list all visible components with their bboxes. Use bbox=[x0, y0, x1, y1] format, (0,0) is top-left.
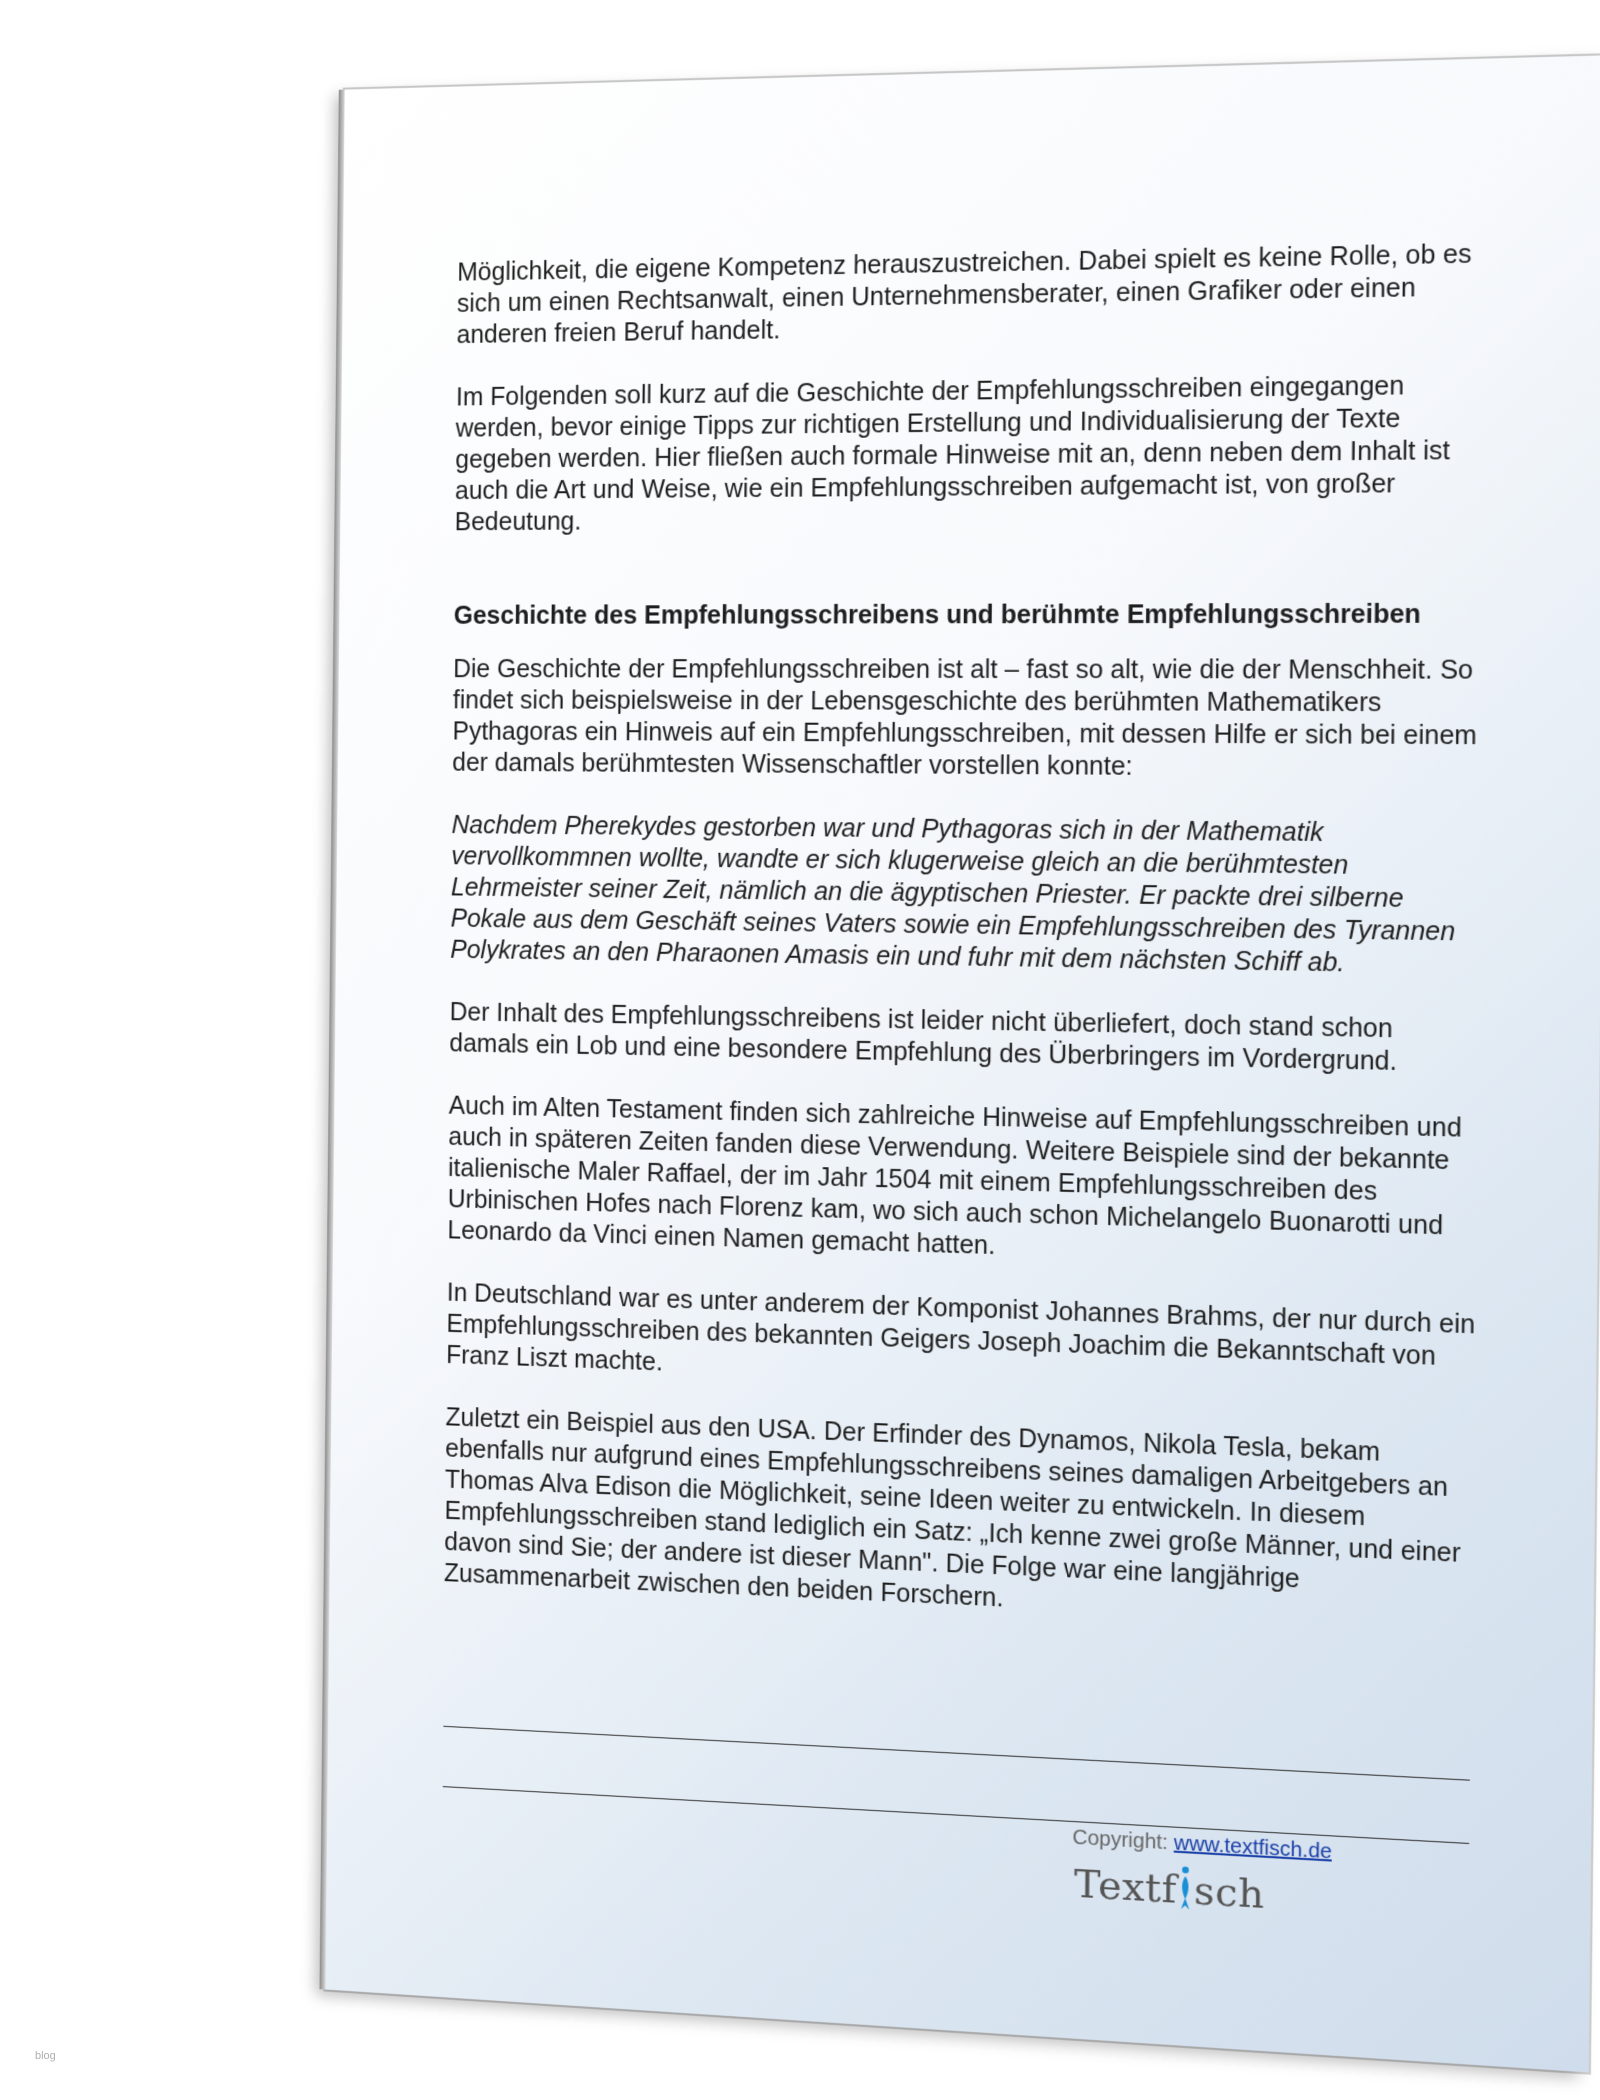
textfisch-logo bbox=[1074, 1857, 1265, 1917]
logo-text-start: Textf bbox=[1073, 1860, 1178, 1913]
content-paragraph-2: Auch im Alten Testament finden sich zahlreiche Hinweise auf Empfehlungsschreiben und auch in späteren Zeiten fanden diese Verwendung. Weitere Beispiele sind der bekannte italienische Maler Raffael, der im Jahr 1504 mit einem Empfehlungsschreiben des Urbinischen Hofes nach Florenz kam, wo sich auch schon Michelangelo Buonarotti und Leonardo da Vinci einen Namen gemacht hatten. bbox=[447, 1091, 1462, 1261]
footer-divider-top bbox=[443, 1726, 1469, 1781]
content-paragraph-3: In Deutschland war es unter anderem der Komponist Johannes Brahms, der nur durch ein Empfehlungsschreiben des bekannten Geigers Joseph Joachim die Bekanntschaft von Franz Liszt machte. bbox=[446, 1278, 1476, 1377]
document-body bbox=[443, 238, 1490, 1669]
intro-paragraph-1: Möglichkeit, die eigene Kompetenz herauszustreichen. Dabei spielt es keine Rolle, ob es sich um einen Rechtsanwalt, einen Unternehmensberater, einen Grafiker oder einen anderen freien Beruf handelt. bbox=[456, 239, 1472, 350]
watermark: blog bbox=[35, 2050, 56, 2062]
document-page bbox=[325, 55, 1600, 2072]
copyright-link[interactable]: www.textfisch.de bbox=[1173, 1831, 1333, 1864]
footer-divider-bottom bbox=[443, 1786, 1469, 1844]
fish-icon bbox=[1178, 1863, 1193, 1912]
logo-text-end: sch bbox=[1193, 1867, 1265, 1918]
intro-paragraph-2: Im Folgenden soll kurz auf die Geschichte der Empfehlungsschreiben eingegangen werden, bevor einige Tipps zur richtigen Erstellung und Individualisierung der Texte gegeben werden. Hier fließen auch formale Hinweise mit an, denn neben dem Inhalt ist auch die Art und Weise, wie ein Empfehlungsschreiben aufgemacht ist, von großer Bedeutung. bbox=[454, 371, 1451, 537]
pythagoras-quote: Nachdem Pherekydes gestorben war und Pythagoras sich in der Mathematik vervollkommnen wollte, wandte er sich klugerweise gleich an die berühmtesten Lehrmeister seiner Zeit, nämlich an die ägyptischen Priester. Er packte drei silberne Pokale aus dem Geschäft seines Vaters sowie ein Empfehlungsschreiben des Tyrannen Polykrates an den Pharaonen Amasis ein und fuhr mit dem nächsten Schiff ab. bbox=[450, 810, 1456, 978]
copyright-label: Copyright: bbox=[1072, 1826, 1174, 1855]
content-paragraph-4: Zuletzt ein Beispiel aus den USA. Der Erfinder des Dynamos, Nikola Tesla, bekam ebenfalls nur aufgrund eines Empfehlungsschreibens seines damaligen Arbeitgebers an Thomas Alva Edison die Möglichkeit, seine Ideen weiter zu entwickeln. In diesem Empfehlungsschreiben stand lediglich ein Satz: „Ich kenne zwei große Männer, und einer davon sind Sie; der andere ist dieser Mann". Die Folge war eine langjährige Zusammenarbeit zwischen den beiden Forschern. bbox=[443, 1403, 1461, 1613]
section-heading: Geschichte des Empfehlungsschreibens und berühmte Empfehlungsschreiben bbox=[453, 599, 1422, 630]
content-paragraph-1: Der Inhalt des Empfehlungsschreibens ist leider nicht überliefert, doch stand schon damals ein Lob und eine besondere Empfehlung des Überbringers im Vordergrund. bbox=[449, 997, 1398, 1077]
history-paragraph: Die Geschichte der Empfehlungsschreiben ist alt – fast so alt, wie die der Menschheit. So findet sich beispielsweise in der Lebensgeschichte des berühmten Mathematikers Pythagoras ein Hinweis auf ein Empfehlungsschreiben, mit dessen Hilfe er sich bei einem der damals berühmtesten Wissenschaftler vorstellen konnte: bbox=[452, 654, 1478, 782]
